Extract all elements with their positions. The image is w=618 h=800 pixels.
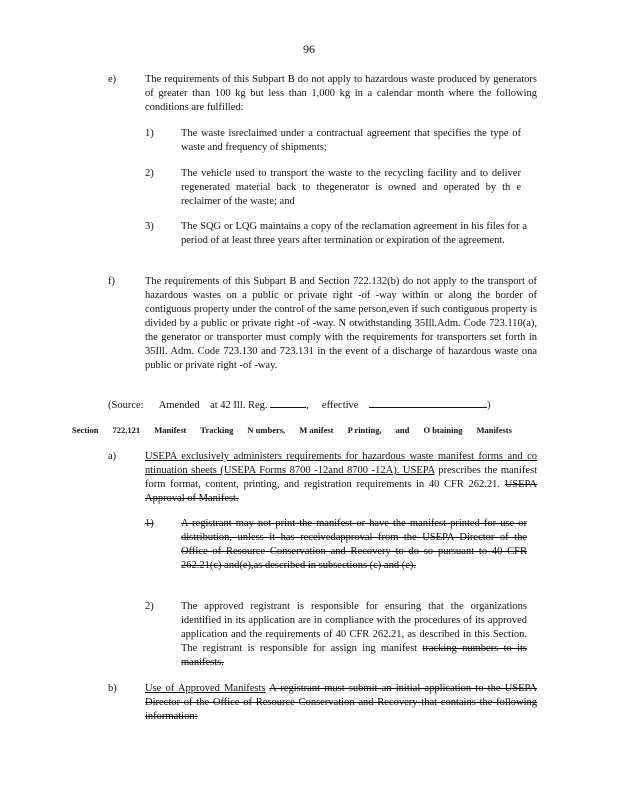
section-heading	[72, 425, 512, 435]
paragraph-e: The requirements of this Subpart B do not apply to hazardous waste produced by generators of greater than 100 kg but less than 1,000 kg in a calendar month where the following conditions are fulfilled:	[145, 74, 537, 113]
subsection-a-new-text: USEPA exclusively administers requirements for hazardous waste manifest forms and co ntinuation sheets (USEPA Forms 8700 -12and 8700 -12A). USEPA	[145, 451, 537, 476]
heading-word: and	[395, 425, 410, 435]
heading-word: Manifests	[476, 425, 512, 435]
item-label-e2: 2)	[145, 168, 154, 179]
item-label-e3: 3)	[145, 221, 154, 232]
subsection-b-struck-text: A registrant must submit an initial application to the USEPA Director of the Office of Resource Conservation and Recovery that contains the following information:	[145, 683, 537, 722]
item-label-a2: 2)	[145, 601, 154, 612]
subsection-a-struck-text: USEPA Approval of Manifest.	[145, 479, 538, 504]
subsection-label-b: b)	[108, 683, 117, 694]
page-number: 96	[303, 42, 315, 56]
heading-word: Tracking	[200, 425, 234, 435]
source-blank-1	[270, 397, 306, 408]
paragraph-a2-struck: tracking numbers to its manifests.	[181, 643, 528, 668]
paragraph-a2	[181, 600, 527, 670]
paragraph-a1-deleted: A registrant may not print the manifest or have the manifest printed for use or distribution, unless it has receivedapproval from the USEPA Director of the Office of Resource Conservation and Recovery to do so pursuant to 40 CFR 262.21(c) and(e),as described in subsections (c) and (e).	[181, 518, 527, 571]
source-blank-2	[369, 397, 487, 408]
source-close: )	[486, 400, 491, 411]
heading-word: Manifest	[154, 425, 187, 435]
source-at: at 42 Ill. Reg.	[210, 400, 268, 411]
heading-number: 722.121	[112, 425, 141, 435]
subsection-a-plain-text: prescribes the manifest form format, content, printing, and registration requirements in 40 CFR 262.21.	[145, 465, 538, 490]
heading-word: N umbers,	[247, 425, 286, 435]
heading-word: O btaining	[423, 425, 463, 435]
paragraph-e2: The vehicle used to transport the waste to the recycling facility and to deliver regenerated material back to thegenerator is owned and operated by th e reclaimer of the waste; and	[181, 168, 521, 207]
item-label-a1: 1)	[145, 518, 154, 529]
paragraph-e3: The SQG or LQG maintains a copy of the reclamation agreement in his files for a period of at least three years after termination or expiration of the agreement.	[181, 221, 527, 246]
paragraph-f: The requirements of this Subpart B and Section 722.132(b) do not apply to the transport of hazardous wastes on a public or private right -of -way within or along the border of contiguous property under the control of the same person,even if such contiguous property is divided by a public or private right -of -way. N otwithstanding 35Ill.Adm. Code 723.110(a), the generator or transporter must comply with the requirements for transporters set forth in 35Ill. Adm. Code 723.130 and 723.131 in the event of a discharge of hazardous waste ona public or private right -of -way.	[145, 276, 537, 371]
source-comma: ,	[306, 400, 309, 411]
subsection-b-text	[145, 682, 537, 724]
heading-word: M anifest	[299, 425, 334, 435]
subsection-label-a: a)	[108, 451, 117, 462]
paragraph-e1: The waste isreclaimed under a contractual agreement that specifies the type of waste and frequency of shipments;	[181, 128, 521, 153]
subsection-a-text	[145, 450, 537, 506]
subsection-b-new-text: Use of Approved Manifests	[145, 683, 266, 694]
paragraph-a2-plain: The approved registrant is responsible for ensuring that the organizations identified in its application are in compliance with the procedures of its approved application and the requirements of 40 CFR 262.21, as described in this Section. The registrant is responsible for assign ing manifest	[181, 601, 527, 654]
source-amended: Amended	[158, 400, 200, 411]
item-label-e1: 1)	[145, 128, 154, 139]
source-note	[108, 397, 538, 413]
item-label-f: f)	[108, 276, 115, 287]
heading-word: P rinting,	[347, 425, 382, 435]
source-label: (Source:	[108, 400, 144, 411]
heading-section: Section	[72, 425, 99, 435]
source-effective: effective	[321, 400, 359, 411]
item-label-e: e)	[108, 74, 117, 85]
